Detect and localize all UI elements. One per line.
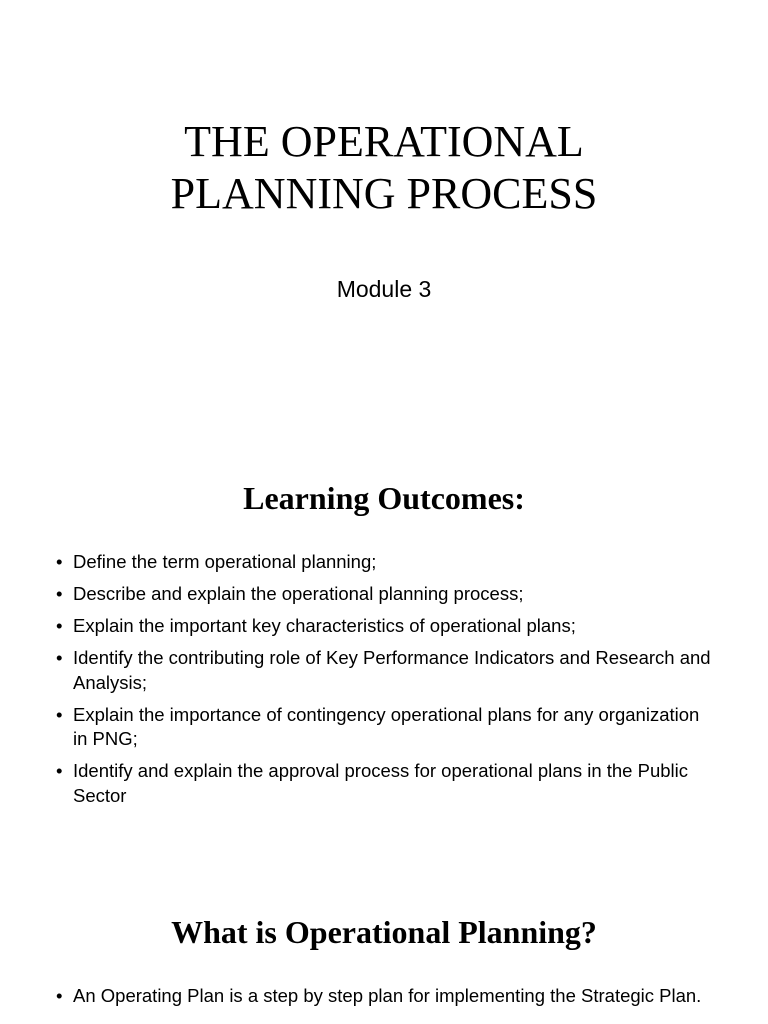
slide-subtitle: Module 3: [336, 276, 432, 302]
list-item: • An Operating Plan is a step by step plan for implementing the Strategic Plan.: [56, 984, 708, 1009]
bullet-icon: •: [56, 583, 63, 604]
bullet-icon: •: [56, 647, 63, 668]
list-item: • Define the term operational planning;: [56, 550, 716, 575]
learning-outcomes-heading: Learning Outcomes:: [243, 480, 525, 516]
list-item: • Identify the contributing role of Key Performance Indicators and Research and Analysis;: [56, 647, 711, 693]
definition-heading: What is Operational Planning?: [171, 914, 597, 950]
title-slide: [0, 0, 768, 420]
bullet-icon: •: [56, 760, 63, 781]
learning-outcomes-slide: [0, 420, 768, 860]
list-item: • Identify and explain the approval process for operational plans in the Public Sector: [56, 760, 688, 806]
list-item: • Describe and explain the operational planning process;: [56, 582, 716, 607]
bullet-icon: •: [56, 703, 63, 725]
bullet-icon: •: [56, 985, 63, 1006]
bullet-icon: •: [56, 615, 63, 636]
list-item: • Explain the important key characteristics of operational plans;: [56, 614, 716, 639]
learning-outcomes-list: [56, 550, 716, 816]
list-item: • Explain the importance of contingency operational plans for any organization in PNG;: [56, 703, 700, 749]
title-line-1: THE OPERATIONAL: [184, 117, 584, 166]
operational-planning-definition-slide: [0, 860, 768, 1024]
bullet-icon: •: [56, 551, 63, 572]
definition-list: [56, 984, 708, 1016]
title-line-2: PLANNING PROCESS: [170, 169, 598, 218]
slide-title: [0, 116, 768, 220]
